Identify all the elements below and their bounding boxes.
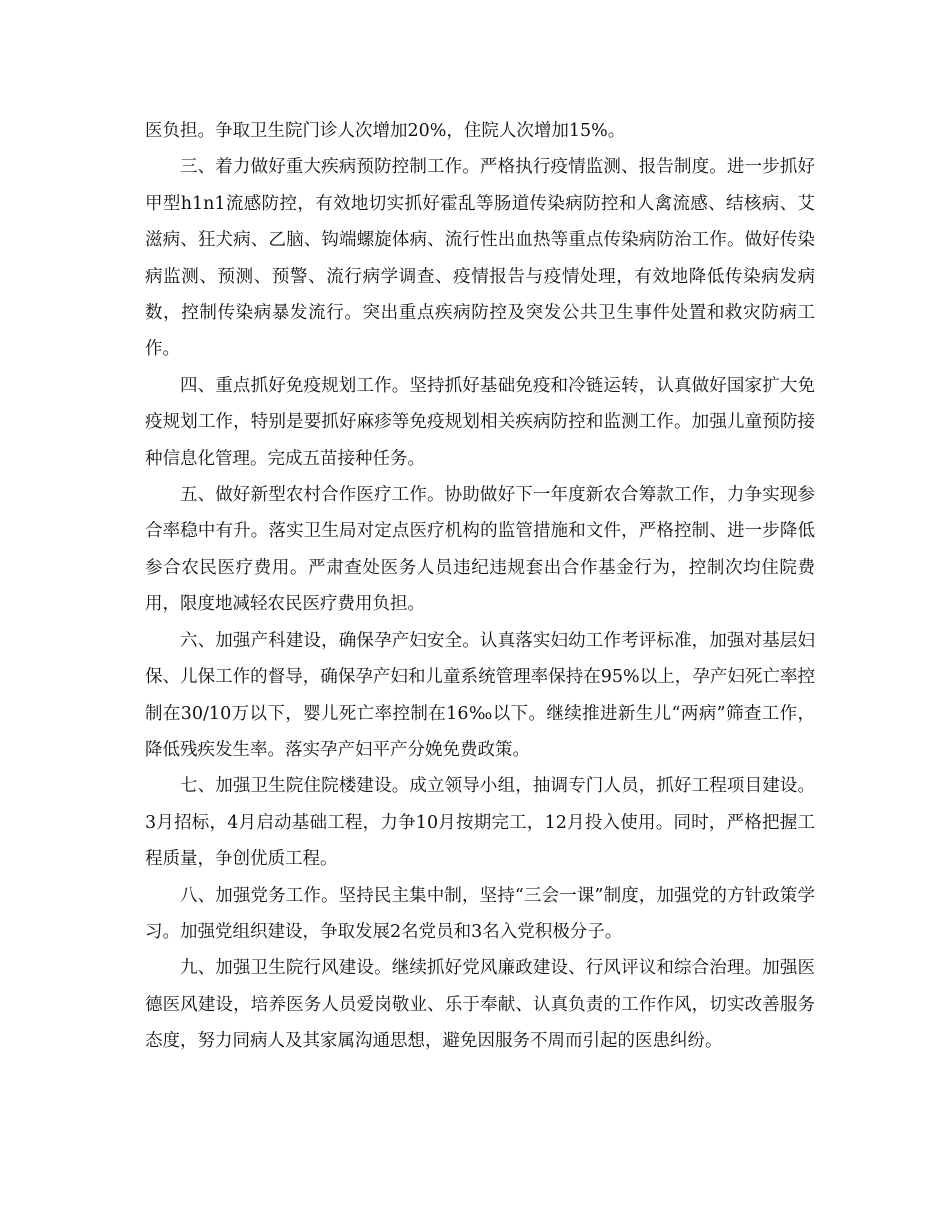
paragraph-rural-cooperative-medical: 五、做好新型农村合作医疗工作。协助做好下一年度新农合筹款工作，力争实现参合率稳中有升。落实卫生局对定点医疗机构的监管措施和文件，严格控制、进一步降低参合农民医疗费用。严肃查处医务人员违纪违规套出合作基金行为，控制次均住院费用，限度地减轻农民医疗费用负担。 (145, 485, 815, 615)
paragraph-conduct: 九、加强卫生院行风建设。继续抓好党风廉政建设、行风评议和综合治理。加强医德医风建设，培养医务人员爱岗敬业、乐于奉献、认真负责的工作作风，切实改善服务态度，努力同病人及其家属沟通思想，避免因服务不周而引起的医患纠纷。 (145, 958, 815, 1052)
paragraph-disease-control: 三、着力做好重大疾病预防控制工作。严格执行疫情监测、报告制度。进一步抓好甲型h1n1流感防控，有效地切实抓好霍乱等肠道传染病防控和人禽流感、结核病、艾滋病、狂犬病、乙脑、钩端螺旋体病、流行性出血热等重点传染病防治工作。做好传染病监测、预测、预警、流行病学调查、疫情报告与疫情处理，有效地降低传染病发病数，控制传染病暴发流行。突出重点疾病防控及突发公共卫生事件处置和救灾防病工作。 (145, 157, 815, 360)
paragraph-obstetrics: 六、加强产科建设，确保孕产妇安全。认真落实妇幼工作考评标准，加强对基层妇保、儿保工作的督导，确保孕产妇和儿童系统管理率保持在95%以上，孕产妇死亡率控制在30/10万以下，婴儿死亡率控制在16‰以下。继续推进新生儿“两病”筛查工作，降低残疾发生率。落实孕产妇平产分娩免费政策。 (145, 630, 815, 760)
paragraph-inpatient-building: 七、加强卫生院住院楼建设。成立领导小组，抽调专门人员，抓好工程项目建设。3月招标，4月启动基础工程，力争10月按期完工，12月投入使用。同时，严格把握工程质量，争创优质工程。 (145, 776, 815, 870)
paragraph-continuation: 医负担。争取卫生院门诊人次增加20%，住院人次增加15%。 (145, 121, 626, 141)
paragraph-party-affairs: 八、加强党务工作。坚持民主集中制，坚持“三会一课”制度，加强党的方针政策学习。加强党组织建设，争取发展2名党员和3名入党积极分子。 (145, 885, 815, 942)
document-body (145, 113, 815, 1060)
paragraph-immunization: 四、重点抓好免疫规划工作。坚持抓好基础免疫和冷链运转，认真做好国家扩大免疫规划工作，特别是要抓好麻疹等免疫规划相关疾病防控和监测工作。加强儿童预防接种信息化管理。完成五苗接种任务。 (145, 375, 815, 469)
